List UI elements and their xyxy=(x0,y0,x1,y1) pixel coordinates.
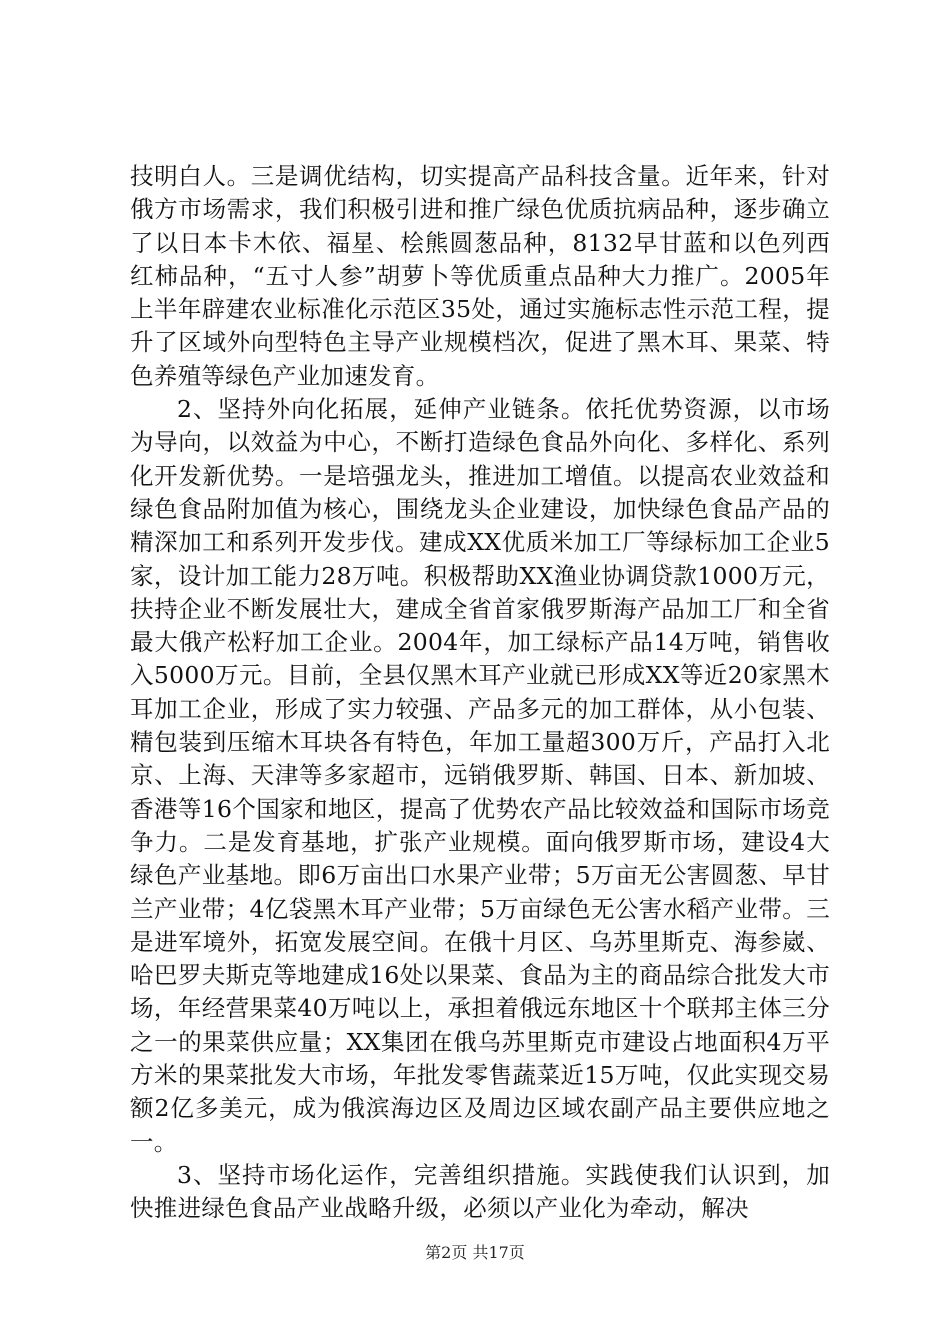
paragraph-continuation: 技明白人。三是调优结构，切实提高产品科技含量。近年来，针对俄方市场需求，我们积极引进和推广绿色优质抗病品种，逐步确立了以日本卡木依、福星、桧熊圆葱品种，8132早甘蓝和以色列西红柿品种，“五寸人参”胡萝卜等优质重点品种大力推广。2005年上半年辟建农业标准化示范区35处，通过实施标志性示范工程，提升了区域外向型特色主导产业规模档次，促进了黑木耳、果菜、特色养殖等绿色产业加速发育。 xyxy=(130,162,830,390)
paragraph-outward-expansion: 2、坚持外向化拓展，延伸产业链条。依托优势资源，以市场为导向，以效益为中心，不断打造绿色食品外向化、多样化、系列化开发新优势。一是培强龙头，推进加工增值。以提高农业效益和绿色食品附加值为核心，围绕龙头企业建设，加快绿色食品产品的精深加工和系列开发步伐。建成XX优质米加工厂等绿标加工企业5家，设计加工能力28万吨。积极帮助XX渔业协调贷款1000万元，扶持企业不断发展壮大，建成全省首家俄罗斯海产品加工厂和全省最大俄产松籽加工企业。2004年，加工绿标产品14万吨，销售收入5000万元。目前，全县仅黑木耳产业就已形成XX等近20家黑木耳加工企业，形成了实力较强、产品多元的加工群体，从小包装、精包装到压缩木耳块各有特色，年加工量超300万斤，产品打入北京、上海、天津等多家超市，远销俄罗斯、韩国、日本、新加坡、香港等16个国家和地区，提高了优势农产品比较效益和国际市场竞争力。二是发育基地，扩张产业规模。面向俄罗斯市场，建设4大绿色产业基地。即6万亩出口水果产业带；5万亩无公害圆葱、早甘兰产业带；4亿袋黑木耳产业带；5万亩绿色无公害水稻产业带。三是进军境外，拓宽发展空间。在俄十月区、乌苏里斯克、海参崴、哈巴罗夫斯克等地建成16处以果菜、食品为主的商品综合批发大市场，年经营果菜40万吨以上，承担着俄远东地区十个联邦主体三分之一的果菜供应量；XX集团在俄乌苏里斯克市建设占地面积4万平方米的果菜批发大市场，年批发零售蔬菜近15万吨，仅此实现交易额2亿多美元，成为俄滨海边区及周边区域农副产品主要供应地之一。 xyxy=(130,395,830,1156)
document-body xyxy=(130,160,830,1226)
paragraph-market-operation: 3、坚持市场化运作，完善组织措施。实践使我们认识到，加快推进绿色食品产业战略升级，必须以产业化为牵动，解决 xyxy=(130,1160,830,1223)
page-number-footer: 第2页 共17页 xyxy=(425,1243,525,1262)
